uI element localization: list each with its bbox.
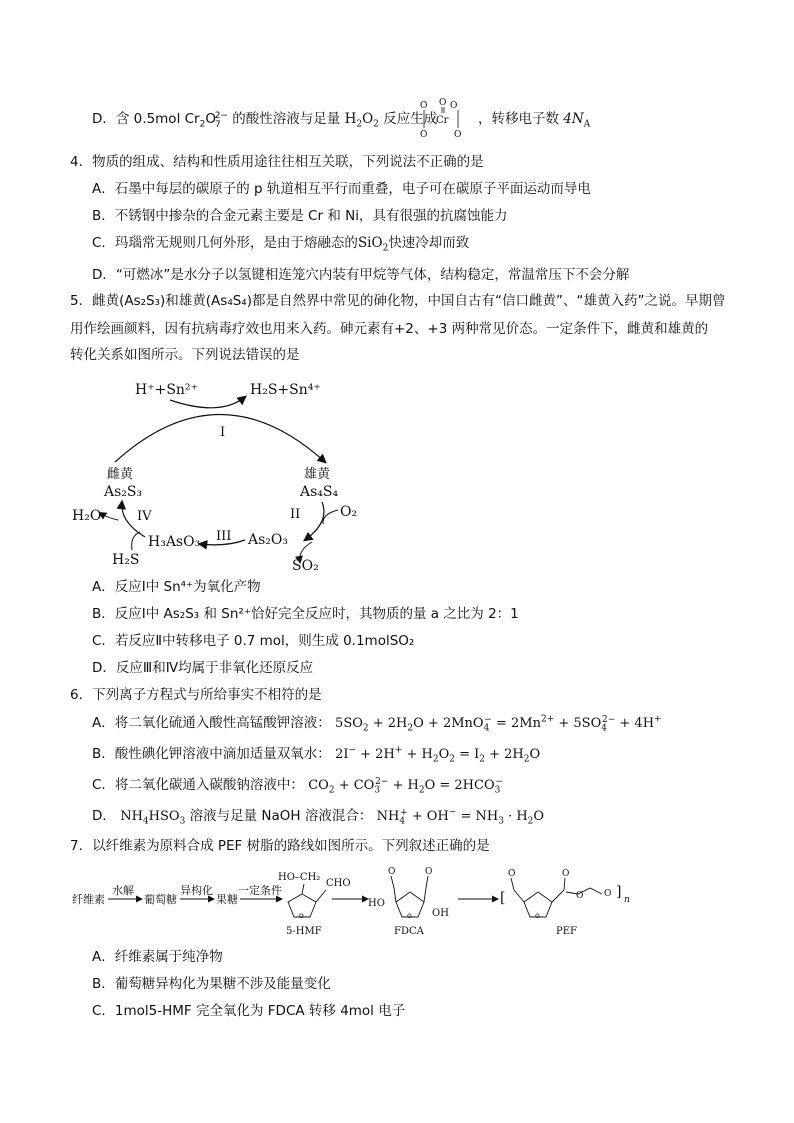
q6-c-text: C．将二氧化碳通入碳酸钠溶液中：: [92, 777, 304, 793]
q6-d-text-a: D．: [92, 808, 116, 824]
q3-d-text-d: 反应生成: [383, 111, 438, 127]
q5-conversion-diagram: [60, 372, 360, 572]
svg-text:O: O: [562, 869, 570, 879]
q6-a-text: A．将二氧化硫通入酸性高锰酸钾溶液：: [92, 715, 331, 731]
q7-option-a: A．纤维素属于纯净物: [92, 949, 223, 965]
route-pef: PEF: [556, 926, 577, 937]
svg-text:O: O: [576, 891, 584, 901]
diag-top-right: H₂S+Sn⁴⁺: [250, 382, 321, 398]
svg-text:O: O: [388, 867, 396, 877]
svg-text:[: [: [500, 890, 506, 906]
route-s2: 异构化: [180, 884, 213, 897]
route-s3: 一定条件: [238, 884, 282, 897]
diag-top-left: H⁺+Sn²⁺: [135, 382, 198, 398]
cro5-structure: [412, 98, 476, 140]
q7-option-c: C．1mol5-HMF 完全氧化为 FDCA 转移 4mol 电子: [92, 1003, 406, 1019]
svg-text:]: ]: [616, 884, 622, 900]
route-fdca: FDCA: [394, 926, 424, 937]
q4-option-c: C．玛瑙常无规则几何外形，是由于熔融态的SiO$_2$快速冷却而致: [92, 235, 470, 254]
diag-o2: O₂: [340, 504, 358, 520]
q6-option-c: C．将二氧化碳通入碳酸钠溶液中： $CO_2 + CO_3^{2-} + H_2O = 2HCO_3^-$: [92, 776, 503, 796]
svg-text:O: O: [450, 101, 458, 111]
q3-d-text-a: D．含 0.5mol Cr: [92, 111, 200, 127]
diag-as4s4: As₄S₄: [300, 484, 339, 500]
svg-text:O: O: [420, 130, 428, 140]
q6-option-a: A．将二氧化硫通入酸性高锰酸钾溶液： $5SO_2 + 2H_2O + 2MnO_4^- = 2Mn^{2+} + 5SO_4^{2-} + 4H^+$: [92, 714, 662, 734]
q3-d-text-b: O: [205, 111, 216, 127]
diag-as2o3: As₂O₃: [248, 532, 288, 548]
q6-option-b: B．酸性碘化钾溶液中滴加适量双氧水： $2I^- + 2H^+ + H_2O_2 = I_2 + 2H_2O$: [92, 745, 541, 765]
svg-text:o: o: [299, 911, 304, 920]
diag-r1: I: [220, 425, 226, 440]
q4-c-text-b: 快速冷却而致: [388, 235, 470, 251]
q5-option-b: B．反应Ⅰ中 As₂S₃ 和 Sn²⁺恰好完全反应时，其物质的量 a 之比为 2：1: [92, 606, 519, 622]
q4-c-text-a: C．玛瑙常无规则几何外形，是由于熔融态的: [92, 235, 358, 251]
diag-xionghuang: 雄黄: [304, 467, 331, 482]
q5-stem-2: 用作绘画颜料，因有抗病毒疗效也用来入药。砷元素有+2、+3 两种常见价态。一定条件下，雌黄和雄黄的: [70, 321, 709, 337]
q5-option-d: D．反应Ⅲ和Ⅳ均属于非氧化还原反应: [92, 660, 314, 676]
q3-d-text-c: 的酸性溶液与足量: [232, 111, 341, 127]
q5-stem-3: 转化关系如图所示。下列说法错误的是: [70, 347, 300, 363]
diag-h3aso3: H₃AsO₃: [148, 534, 201, 550]
q5-stem-1: 5．雌黄(As₂S₃)和雄黄(As₄S₄)都是自然界中常见的砷化物，中国自古有“信口雌黄”、“雄黄入药”之说。早期曾: [70, 293, 726, 309]
q5-option-c: C．若反应Ⅱ中转移电子 0.7 mol，则生成 0.1molSO₂: [92, 633, 415, 649]
svg-text:o: o: [407, 911, 412, 920]
route-hmf: 5-HMF: [286, 926, 322, 937]
route-glucose: 葡萄糖: [144, 893, 177, 906]
svg-text:Cr: Cr: [436, 115, 449, 126]
svg-text:O: O: [454, 130, 462, 140]
svg-text:o: o: [535, 911, 540, 920]
q3-d-tail: ，转移电子数 $4N_A$: [478, 111, 591, 130]
svg-text:O: O: [439, 98, 447, 108]
route-cho: CHO: [326, 878, 351, 889]
diag-h2s: H₂S: [112, 552, 140, 568]
q5-option-a: A．反应Ⅰ中 Sn⁴⁺为氧化产物: [92, 579, 261, 595]
diag-h2o: H₂O: [72, 508, 102, 524]
q6-option-d: D． $NH_4HSO_3$ 溶液与足量 NaOH 溶液混合： $NH_4^+ + OH^- = NH_3 \cdot H_2O$: [92, 807, 545, 827]
route-oh: OH: [432, 908, 449, 919]
q6-stem: 6．下列离子方程式与所给事实不相符的是: [70, 687, 322, 703]
route-s1: 水解: [112, 884, 134, 897]
q6-b-text: B．酸性碘化钾溶液中滴加适量双氧水：: [92, 746, 331, 762]
q4-stem: 4．物质的组成、结构和性质用途往往相互关联，下列说法不正确的是: [70, 154, 484, 170]
diag-r3: III: [216, 529, 232, 544]
svg-text:O: O: [425, 867, 433, 877]
route-start: 纤维素: [72, 893, 105, 906]
q4-option-a: A．石墨中每层的碳原子的 p 轨道相互平行而重叠，电子可在碳原子平面运动而导电: [92, 181, 591, 197]
q3-option-d: D．含 0.5mol $Cr_2O_7^{2-}$ 的酸性溶液与足量 $H_2O_2$ 反应生成: [92, 110, 438, 130]
diag-cihuang: 雌黄: [107, 467, 134, 482]
route-fructose: 果糖: [216, 893, 238, 906]
q7-option-b: B．葡萄糖异构化为果糖不涉及能量变化: [92, 976, 331, 992]
q3-d-text-f: 4N: [563, 111, 584, 127]
route-ho: HO: [368, 898, 385, 909]
diag-r2: II: [290, 507, 301, 522]
q7-stem: 7．以纤维素为原料合成 PEF 树脂的路线如图所示。下列叙述正确的是: [70, 838, 490, 854]
q4-option-d: D．“可燃冰”是水分子以氢键相连笼穴内装有甲烷等气体，结构稳定，常温常压下不会分解: [92, 267, 630, 283]
q4-option-b: B．不锈钢中掺杂的合金元素主要是 Cr 和 Ni，具有很强的抗腐蚀能力: [92, 208, 508, 224]
diag-r4: IV: [137, 509, 152, 524]
diag-so2: SO₂: [292, 558, 319, 572]
q3-d-text-e: ，转移电子数: [478, 111, 559, 127]
diag-as2s3: As₂S₃: [104, 484, 143, 500]
q6-d-text-b: 溶液与足量 NaOH 溶液混合：: [189, 808, 373, 824]
svg-text:O: O: [604, 889, 612, 899]
q7-synthesis-route: [68, 862, 728, 942]
svg-text:O: O: [508, 869, 516, 879]
route-hoch2: HO–CH₂: [278, 872, 321, 883]
svg-text:O: O: [420, 101, 428, 111]
route-n: n: [624, 895, 630, 905]
